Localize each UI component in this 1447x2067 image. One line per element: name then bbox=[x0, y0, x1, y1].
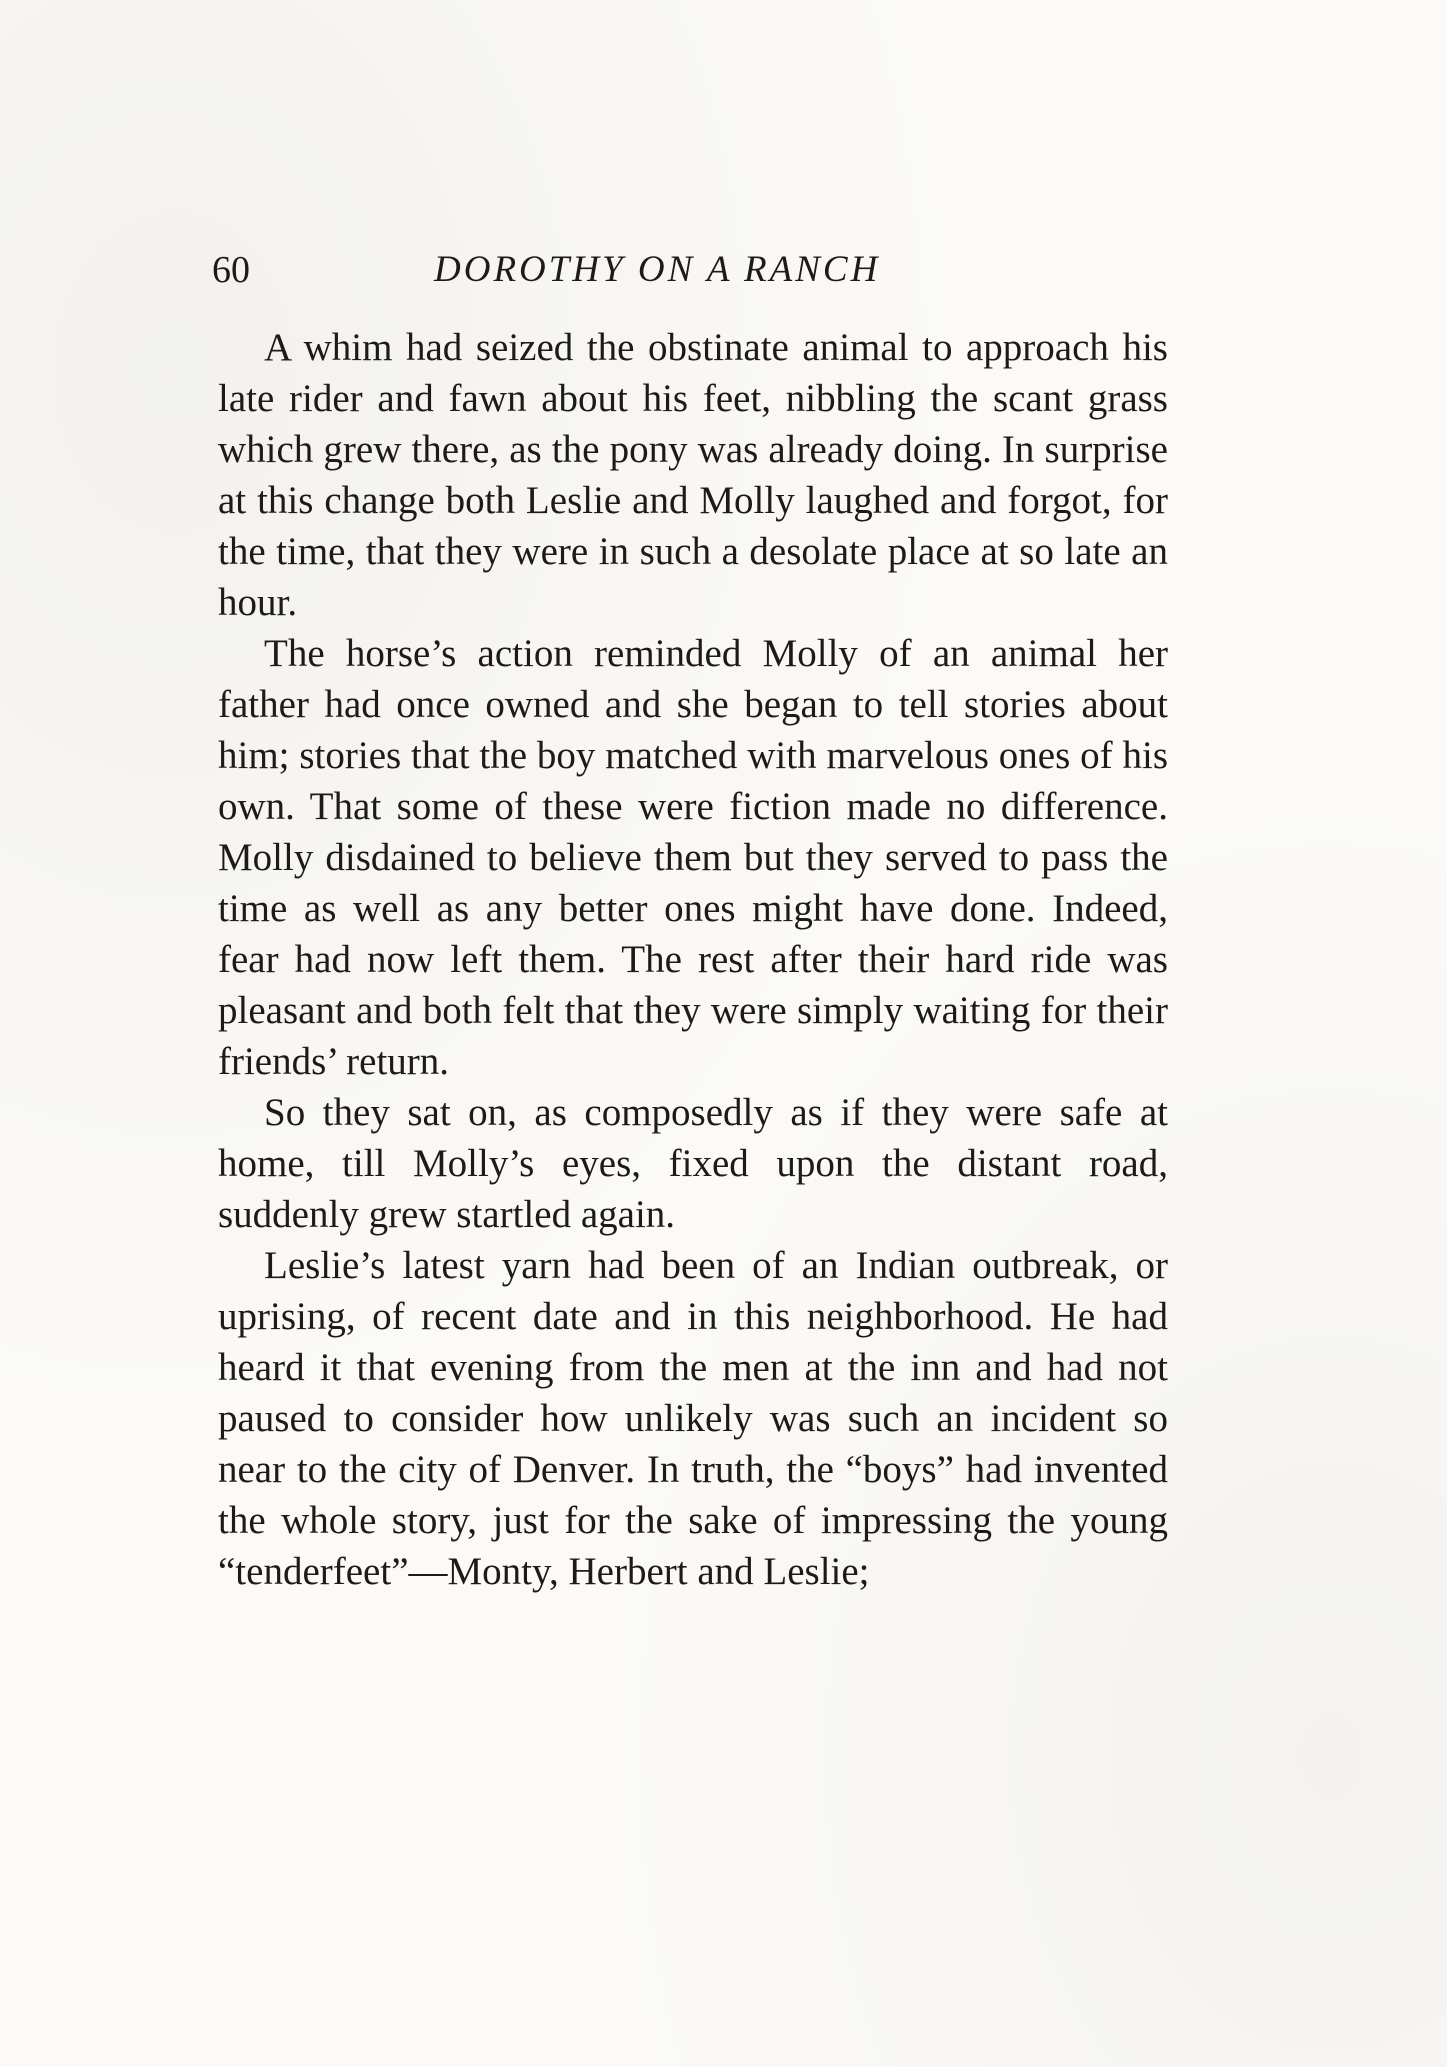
paragraph: Leslie’s latest yarn had been of an Indian outbreak, or uprising, of recent date and in this neighborhood. He had heard it that evening from the men at the inn and had not paused to consider how unlikely was such an incident so near to the city of Denver. In truth, the “boys” had invented the whole story, just for the sake of impressing the young “tenderfeet”—Monty, Herbert and Leslie; bbox=[218, 1244, 1168, 1593]
paragraph: So they sat on, as composedly as if they were safe at home, till Molly’s eyes, fixed upon the distant road, suddenly grew startled again. bbox=[218, 1091, 1168, 1236]
body-text bbox=[218, 322, 1168, 1597]
page-number: 60 bbox=[212, 249, 250, 291]
paragraph: The horse’s action reminded Molly of an animal her father had once owned and she began to tell stories about him; stories that the boy matched with marvelous ones of his own. That some of these were fiction made no difference. Molly disdained to believe them but they served to pass the time as well as any better ones might have done. Indeed, fear had now left them. The rest after their hard ride was pleasant and both felt that they were simply waiting for their friends’ return. bbox=[218, 632, 1168, 1083]
paragraph: A whim had seized the obstinate animal to approach his late rider and fawn about his feet, nibbling the scant grass which grew there, as the pony was already doing. In surprise at this change both Leslie and Molly laughed and forgot, for the time, that they were in such a desolate place at so late an hour. bbox=[218, 326, 1168, 624]
running-title: DOROTHY ON A RANCH bbox=[434, 249, 881, 290]
running-head bbox=[212, 240, 1172, 300]
